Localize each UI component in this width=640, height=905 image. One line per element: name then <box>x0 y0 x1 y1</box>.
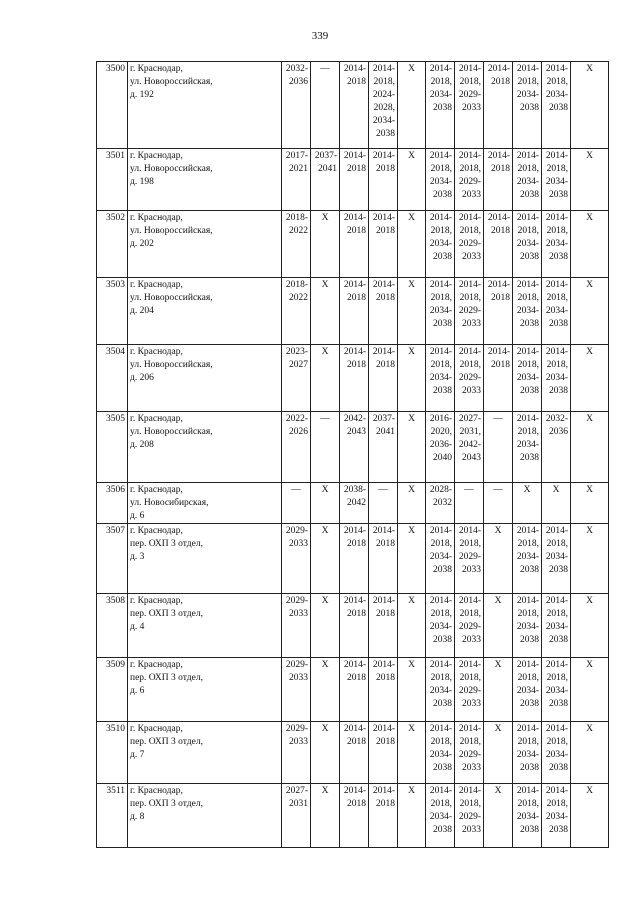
period-cell: X <box>311 658 340 722</box>
period-cell: 2014- 2018 <box>369 658 398 722</box>
address-line: ул. Новороссийская, <box>130 226 213 236</box>
period-cell: X <box>484 784 513 848</box>
period-cell: 2028- 2032 <box>426 483 455 524</box>
address-cell <box>128 278 282 345</box>
period-cell: 2014- 2018, 2034- 2038 <box>426 211 455 278</box>
period-cell: 2014- 2018, 2029- 2033 <box>455 722 484 784</box>
period-cell: X <box>484 524 513 594</box>
period-cell: 2014- 2018, 2034- 2038 <box>513 62 542 149</box>
address-line: д. 3 <box>130 552 145 562</box>
address-cell <box>128 149 282 211</box>
period-cell: — <box>369 483 398 524</box>
address-cell <box>128 483 282 524</box>
address-line: д. 208 <box>130 440 154 450</box>
period-cell: X <box>571 149 609 211</box>
period-cell: 2014- 2018 <box>484 211 513 278</box>
period-cell: 2029- 2033 <box>282 594 311 658</box>
period-cell: — <box>311 412 340 483</box>
period-cell: 2014- 2018 <box>369 722 398 784</box>
row-number: 3510 <box>97 722 128 784</box>
period-cell: 2014- 2018, 2034- 2038 <box>542 784 571 848</box>
period-cell: 2032- 2036 <box>282 62 311 149</box>
period-cell: 2016- 2020, 2036- 2040 <box>426 412 455 483</box>
period-cell: 2027- 2031, 2042- 2043 <box>455 412 484 483</box>
address-line: г. Краснодар, <box>130 151 183 161</box>
period-cell: 2014- 2018 <box>340 594 369 658</box>
row-number: 3506 <box>97 483 128 524</box>
address-line: г. Краснодар, <box>130 485 183 495</box>
row-number: 3508 <box>97 594 128 658</box>
period-cell: 2029- 2033 <box>282 658 311 722</box>
period-cell: 2037- 2041 <box>311 149 340 211</box>
period-cell: 2042- 2043 <box>340 412 369 483</box>
address-cell <box>128 594 282 658</box>
table-row <box>97 345 609 412</box>
period-cell: X <box>398 62 426 149</box>
period-cell: 2014- 2018 <box>369 594 398 658</box>
period-cell: X <box>484 722 513 784</box>
period-cell: X <box>571 524 609 594</box>
period-cell: 2014- 2018 <box>369 345 398 412</box>
address-line: пер. ОХП 3 отдел, <box>130 609 203 619</box>
period-cell: — <box>484 412 513 483</box>
address-line: д. 6 <box>130 511 145 521</box>
address-line: пер. ОХП 3 отдел, <box>130 673 203 683</box>
period-cell: 2014- 2018, 2034- 2038 <box>513 345 542 412</box>
period-cell: 2014- 2018, 2034- 2038 <box>542 524 571 594</box>
period-cell: X <box>571 412 609 483</box>
period-cell: X <box>398 278 426 345</box>
period-cell: 2014- 2018 <box>340 658 369 722</box>
address-line: д. 8 <box>130 812 145 822</box>
period-cell: 2014- 2018, 2034- 2038 <box>542 62 571 149</box>
period-cell: 2014- 2018, 2034- 2038 <box>542 345 571 412</box>
period-cell: 2014- 2018, 2029- 2033 <box>455 658 484 722</box>
period-cell: 2014- 2018, 2034- 2038 <box>426 658 455 722</box>
period-cell: 2014- 2018 <box>369 149 398 211</box>
period-cell: X <box>398 722 426 784</box>
table-row <box>97 211 609 278</box>
period-cell: — <box>484 483 513 524</box>
period-cell: 2014- 2018, 2024- 2028, 2034- 2038 <box>369 62 398 149</box>
address-line: ул. Новороссийская, <box>130 293 213 303</box>
housing-register-table <box>96 61 609 848</box>
address-cell <box>128 412 282 483</box>
row-number: 3509 <box>97 658 128 722</box>
address-line: пер. ОХП 3 отдел, <box>130 737 203 747</box>
period-cell: X <box>398 412 426 483</box>
address-line: д. 198 <box>130 177 154 187</box>
address-line: д. 4 <box>130 622 145 632</box>
table-row <box>97 62 609 149</box>
period-cell: X <box>398 594 426 658</box>
period-cell: 2014- 2018, 2029- 2033 <box>455 594 484 658</box>
period-cell: 2014- 2018, 2034- 2038 <box>542 149 571 211</box>
period-cell: X <box>398 524 426 594</box>
address-line: ул. Новосибирская, <box>130 498 209 508</box>
period-cell: 2014- 2018, 2034- 2038 <box>513 722 542 784</box>
period-cell: 2014- 2018, 2034- 2038 <box>513 278 542 345</box>
period-cell: X <box>398 149 426 211</box>
period-cell: 2014- 2018 <box>369 524 398 594</box>
period-cell: X <box>311 483 340 524</box>
period-cell: X <box>311 524 340 594</box>
period-cell: 2014- 2018, 2034- 2038 <box>513 149 542 211</box>
period-cell: — <box>455 483 484 524</box>
period-cell: 2014- 2018 <box>340 211 369 278</box>
period-cell: 2014- 2018, 2029- 2033 <box>455 62 484 149</box>
address-line: ул. Новороссийская, <box>130 360 213 370</box>
address-cell <box>128 658 282 722</box>
period-cell: X <box>571 594 609 658</box>
period-cell: 2014- 2018, 2034- 2038 <box>426 524 455 594</box>
address-cell <box>128 722 282 784</box>
period-cell: 2014- 2018, 2034- 2038 <box>426 345 455 412</box>
address-line: г. Краснодар, <box>130 724 183 734</box>
period-cell: X <box>311 784 340 848</box>
address-line: д. 192 <box>130 90 154 100</box>
period-cell: X <box>542 483 571 524</box>
period-cell: 2014- 2018 <box>484 62 513 149</box>
address-line: д. 6 <box>130 686 145 696</box>
address-line: д. 204 <box>130 306 154 316</box>
period-cell: 2014- 2018, 2034- 2038 <box>426 149 455 211</box>
period-cell: 2022- 2026 <box>282 412 311 483</box>
period-cell: 2014- 2018 <box>340 278 369 345</box>
period-cell: 2014- 2018, 2034- 2038 <box>542 722 571 784</box>
period-cell: X <box>571 211 609 278</box>
table-row <box>97 722 609 784</box>
period-cell: X <box>311 345 340 412</box>
address-line: ул. Новороссийская, <box>130 77 213 87</box>
period-cell: 2014- 2018, 2034- 2038 <box>426 62 455 149</box>
table-row <box>97 149 609 211</box>
address-line: д. 7 <box>130 750 145 760</box>
period-cell: X <box>484 658 513 722</box>
period-cell: 2014- 2018, 2034- 2038 <box>426 594 455 658</box>
row-number: 3500 <box>97 62 128 149</box>
period-cell: 2014- 2018, 2034- 2038 <box>542 211 571 278</box>
period-cell: 2014- 2018 <box>340 345 369 412</box>
period-cell: 2014- 2018, 2029- 2033 <box>455 149 484 211</box>
address-line: ул. Новороссийская, <box>130 427 213 437</box>
period-cell: 2014- 2018 <box>369 278 398 345</box>
period-cell: 2014- 2018 <box>369 211 398 278</box>
period-cell: X <box>513 483 542 524</box>
period-cell: 2014- 2018 <box>340 524 369 594</box>
period-cell: 2014- 2018 <box>369 784 398 848</box>
period-cell: 2014- 2018, 2034- 2038 <box>513 524 542 594</box>
period-cell: 2023- 2027 <box>282 345 311 412</box>
address-line: ул. Новороссийская, <box>130 164 213 174</box>
row-number: 3505 <box>97 412 128 483</box>
row-number: 3503 <box>97 278 128 345</box>
period-cell: 2014- 2018, 2034- 2038 <box>426 784 455 848</box>
period-cell: 2014- 2018, 2034- 2038 <box>513 412 542 483</box>
row-number: 3507 <box>97 524 128 594</box>
period-cell: 2014- 2018, 2034- 2038 <box>542 594 571 658</box>
address-line: д. 202 <box>130 239 154 249</box>
address-cell <box>128 345 282 412</box>
row-number: 3502 <box>97 211 128 278</box>
period-cell: 2014- 2018, 2034- 2038 <box>542 278 571 345</box>
period-cell: 2014- 2018 <box>484 149 513 211</box>
address-line: г. Краснодар, <box>130 280 183 290</box>
period-cell: 2027- 2031 <box>282 784 311 848</box>
address-line: г. Краснодар, <box>130 596 183 606</box>
table-row <box>97 524 609 594</box>
period-cell: 2018- 2022 <box>282 211 311 278</box>
period-cell: 2014- 2018, 2034- 2038 <box>513 658 542 722</box>
period-cell: X <box>398 658 426 722</box>
period-cell: X <box>398 784 426 848</box>
period-cell: X <box>571 278 609 345</box>
period-cell: 2029- 2033 <box>282 722 311 784</box>
address-line: г. Краснодар, <box>130 213 183 223</box>
period-cell: X <box>571 345 609 412</box>
period-cell: X <box>571 722 609 784</box>
period-cell: 2017- 2021 <box>282 149 311 211</box>
period-cell: 2029- 2033 <box>282 524 311 594</box>
table-row <box>97 483 609 524</box>
period-cell: 2014- 2018, 2034- 2038 <box>513 211 542 278</box>
row-number: 3504 <box>97 345 128 412</box>
table-row <box>97 784 609 848</box>
period-cell: — <box>311 62 340 149</box>
period-cell: 2014- 2018, 2034- 2038 <box>426 722 455 784</box>
page-number: 339 <box>311 30 329 42</box>
table-row <box>97 278 609 345</box>
period-cell: X <box>571 784 609 848</box>
period-cell: X <box>571 483 609 524</box>
period-cell: 2014- 2018, 2034- 2038 <box>513 784 542 848</box>
period-cell: 2014- 2018, 2034- 2038 <box>513 594 542 658</box>
period-cell: X <box>398 483 426 524</box>
period-cell: X <box>311 722 340 784</box>
period-cell: 2014- 2018, 2029- 2033 <box>455 784 484 848</box>
address-line: пер. ОХП 3 отдел, <box>130 799 203 809</box>
period-cell: 2014- 2018 <box>484 345 513 412</box>
address-line: г. Краснодар, <box>130 414 183 424</box>
period-cell: 2014- 2018 <box>340 149 369 211</box>
period-cell: X <box>484 594 513 658</box>
period-cell: X <box>311 594 340 658</box>
period-cell: X <box>311 211 340 278</box>
period-cell: 2014- 2018, 2029- 2033 <box>455 345 484 412</box>
period-cell: 2032- 2036 <box>542 412 571 483</box>
period-cell: 2018- 2022 <box>282 278 311 345</box>
period-cell: 2037- 2041 <box>369 412 398 483</box>
period-cell: 2014- 2018, 2034- 2038 <box>426 278 455 345</box>
period-cell: X <box>571 62 609 149</box>
address-cell <box>128 62 282 149</box>
address-cell <box>128 211 282 278</box>
address-cell <box>128 784 282 848</box>
period-cell: 2014- 2018, 2029- 2033 <box>455 524 484 594</box>
address-line: г. Краснодар, <box>130 660 183 670</box>
address-line: г. Краснодар, <box>130 526 183 536</box>
row-number: 3501 <box>97 149 128 211</box>
period-cell: 2038- 2042 <box>340 483 369 524</box>
address-line: пер. ОХП 3 отдел, <box>130 539 203 549</box>
address-cell <box>128 524 282 594</box>
row-number: 3511 <box>97 784 128 848</box>
period-cell: X <box>398 211 426 278</box>
period-cell: 2014- 2018, 2029- 2033 <box>455 278 484 345</box>
table-row <box>97 594 609 658</box>
period-cell: X <box>398 345 426 412</box>
address-line: д. 206 <box>130 373 154 383</box>
period-cell: 2014- 2018 <box>484 278 513 345</box>
period-cell: X <box>311 278 340 345</box>
address-line: г. Краснодар, <box>130 64 183 74</box>
table-row <box>97 412 609 483</box>
period-cell: 2014- 2018 <box>340 62 369 149</box>
period-cell: 2014- 2018, 2029- 2033 <box>455 211 484 278</box>
period-cell: 2014- 2018 <box>340 784 369 848</box>
address-line: г. Краснодар, <box>130 347 183 357</box>
period-cell: — <box>282 483 311 524</box>
address-line: г. Краснодар, <box>130 786 183 796</box>
period-cell: 2014- 2018, 2034- 2038 <box>542 658 571 722</box>
table-row <box>97 658 609 722</box>
period-cell: 2014- 2018 <box>340 722 369 784</box>
period-cell: X <box>571 658 609 722</box>
